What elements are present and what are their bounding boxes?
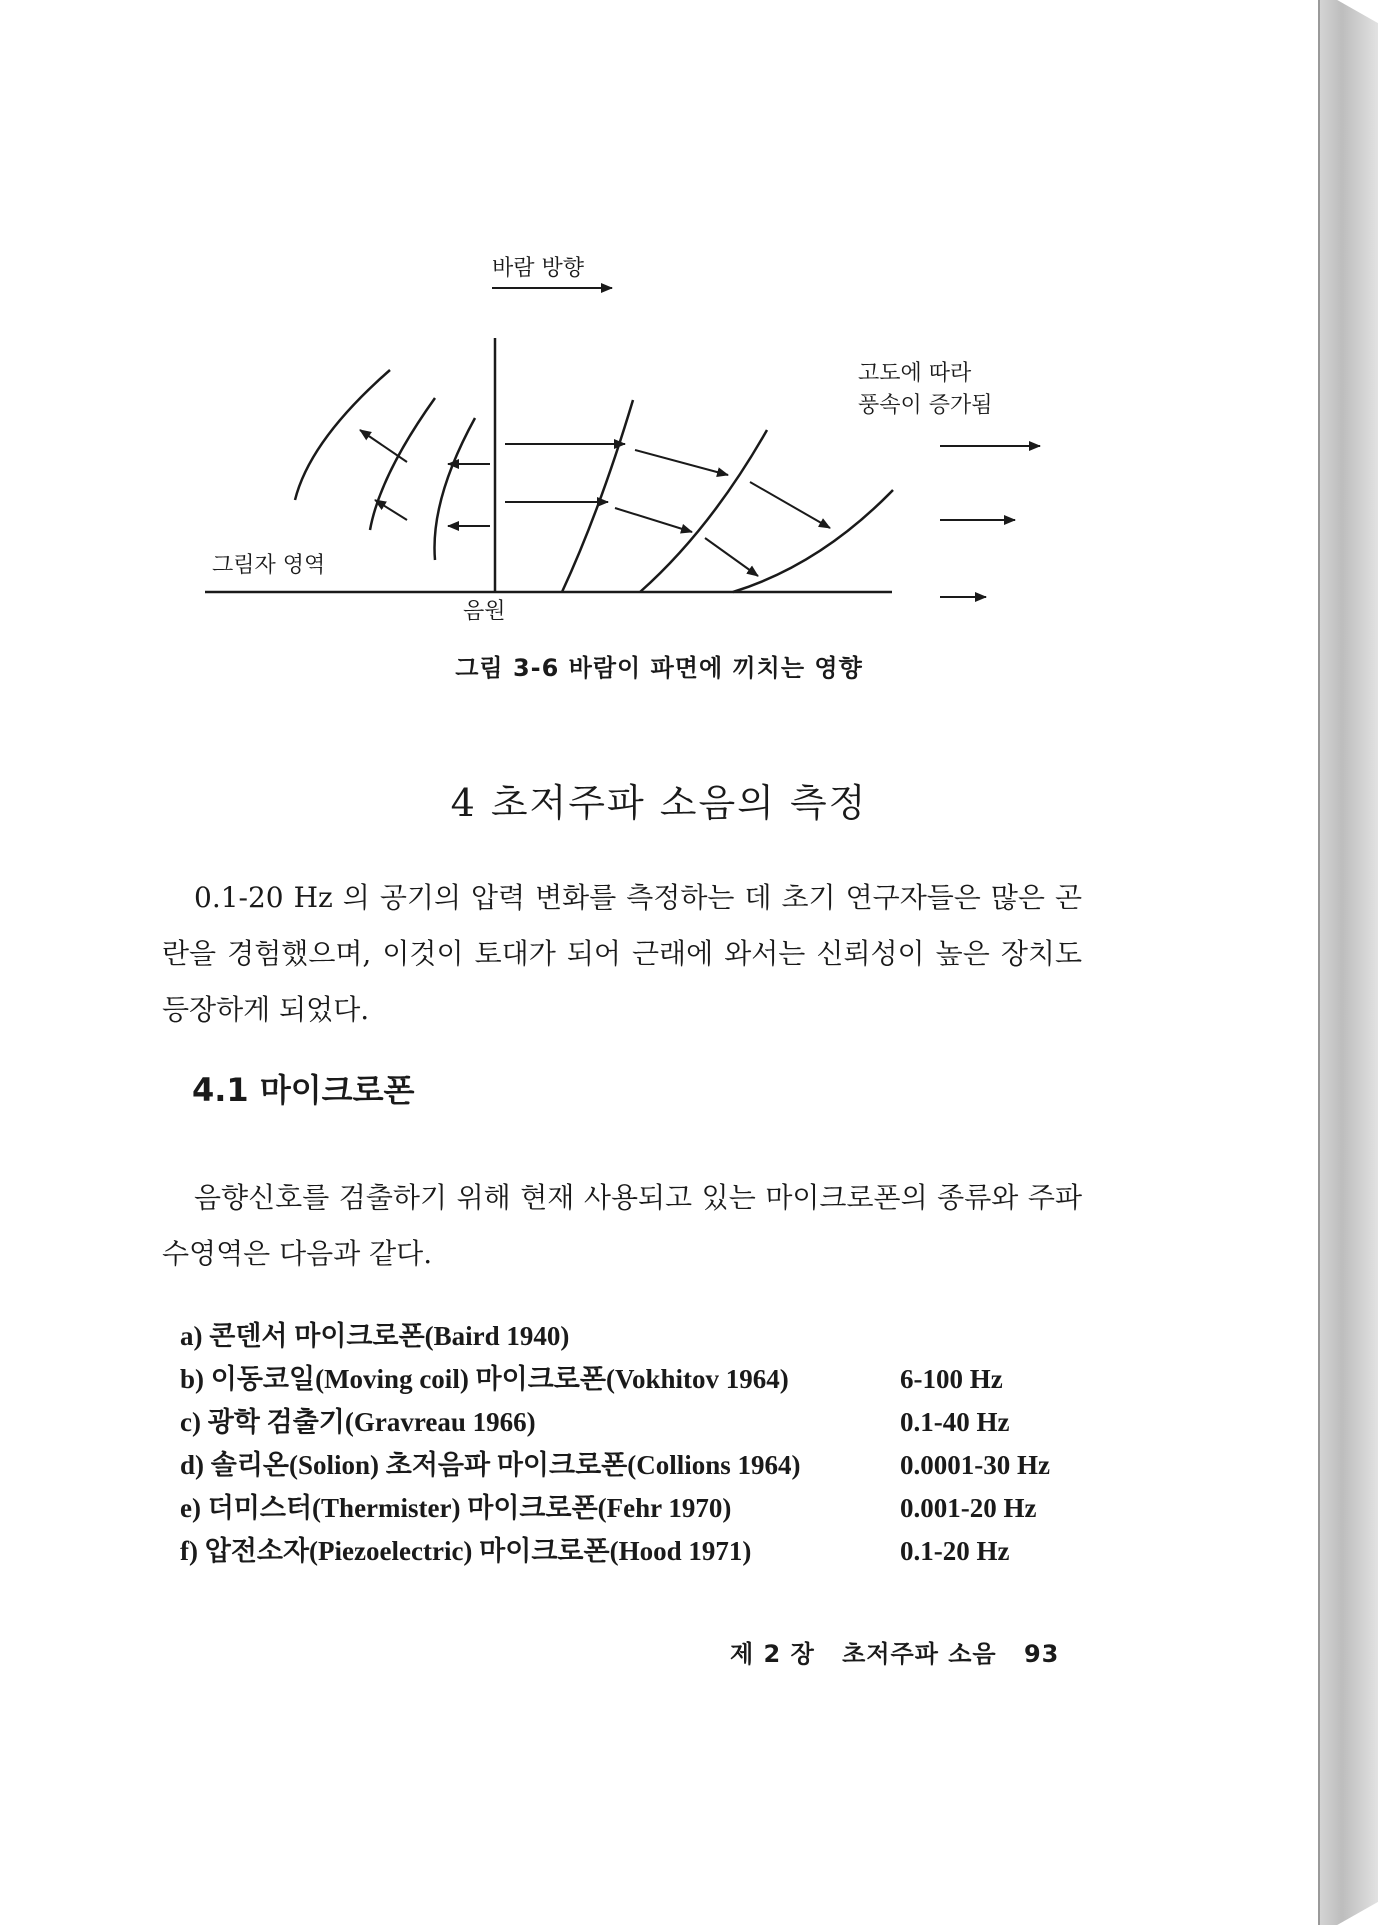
upwind-wavefront-1 [295,370,390,500]
intro-paragraph [162,870,1082,1038]
footer-chapter-title: 초저주파 소음 [842,1640,997,1668]
microphone-name: c) 광학 검출기(Gravreau 1966) [180,1407,536,1437]
footer-chapter: 제 2 장 [730,1640,815,1668]
frequency-range: 0.1-20 Hz [900,1536,1010,1566]
microphone-name: b) 이동코일(Moving coil) 마이크로폰(Vokhitov 1964) [180,1364,789,1394]
intro-paragraph-text: 0.1-20 Hz 의 공기의 압력 변화를 측정하는 데 초기 연구자들은 많은 곤란을 경험했으며, 이것이 토대가 되어 근래에 와서는 신뢰성이 높은 장치도 등장하게 되었다. [162,881,1082,1026]
ray-arrow-upwind-2 [375,500,407,520]
wind-direction-label: 바람 방향 [492,256,585,281]
ray-arrow-upwind-1 [360,430,407,462]
microphone-paragraph [162,1170,1082,1282]
downwind-wavefront-3 [733,490,893,592]
list-item [180,1401,1100,1444]
altitude-label-line1: 고도에 따라 [858,361,972,386]
ray-arrow-downwind-4 [615,508,692,532]
altitude-label-line2: 풍속이 증가됨 [858,393,993,418]
upwind-wavefront-3 [435,418,476,560]
page-footer [730,1634,1077,1669]
frequency-range: 6-100 Hz [900,1364,1003,1394]
shadow-zone-label: 그림자 영역 [212,553,326,578]
microphone-name: d) 솔리온(Solion) 초저음파 마이크로폰(Collions 1964) [180,1450,801,1480]
upwind-wavefront-2 [370,398,435,530]
microphone-paragraph-text: 음향신호를 검출하기 위해 현재 사용되고 있는 마이크로폰의 종류와 주파수영역은 다음과 같다. [162,1181,1082,1270]
frequency-range: 0.0001-30 Hz [900,1450,1050,1480]
microphone-name: f) 압전소자(Piezoelectric) 마이크로폰(Hood 1971) [180,1536,752,1566]
microphone-list [180,1315,1100,1573]
list-item [180,1487,1100,1530]
source-label: 음원 [463,599,506,624]
section-title: 4 초저주파 소음의 측정 [450,781,868,825]
page-number: 93 [1023,1640,1060,1668]
list-item [180,1315,1100,1358]
ray-arrow-downwind-3 [635,450,728,475]
microphone-name: a) 콘덴서 마이크로폰(Baird 1940) [180,1321,570,1351]
wind-wavefront-figure [180,230,1080,630]
microphone-name: e) 더미스터(Thermister) 마이크로폰(Fehr 1970) [180,1493,732,1523]
frequency-range: 0.1-40 Hz [900,1407,1010,1437]
list-item [180,1358,1100,1401]
figure-diagram [180,230,1080,630]
frequency-range: 0.001-20 Hz [900,1493,1037,1523]
downwind-wavefront-1 [562,400,633,592]
ray-arrow-downwind-6 [705,538,758,576]
subsection-title: 4.1 마이크로폰 [192,1071,415,1109]
ray-arrow-downwind-5 [750,482,830,528]
page-edge-line [1318,0,1320,1925]
list-item [180,1530,1100,1573]
list-item [180,1444,1100,1487]
page-stack-edge [1318,0,1378,1925]
figure-caption: 그림 3-6 바람이 파면에 끼치는 영향 [455,654,863,682]
